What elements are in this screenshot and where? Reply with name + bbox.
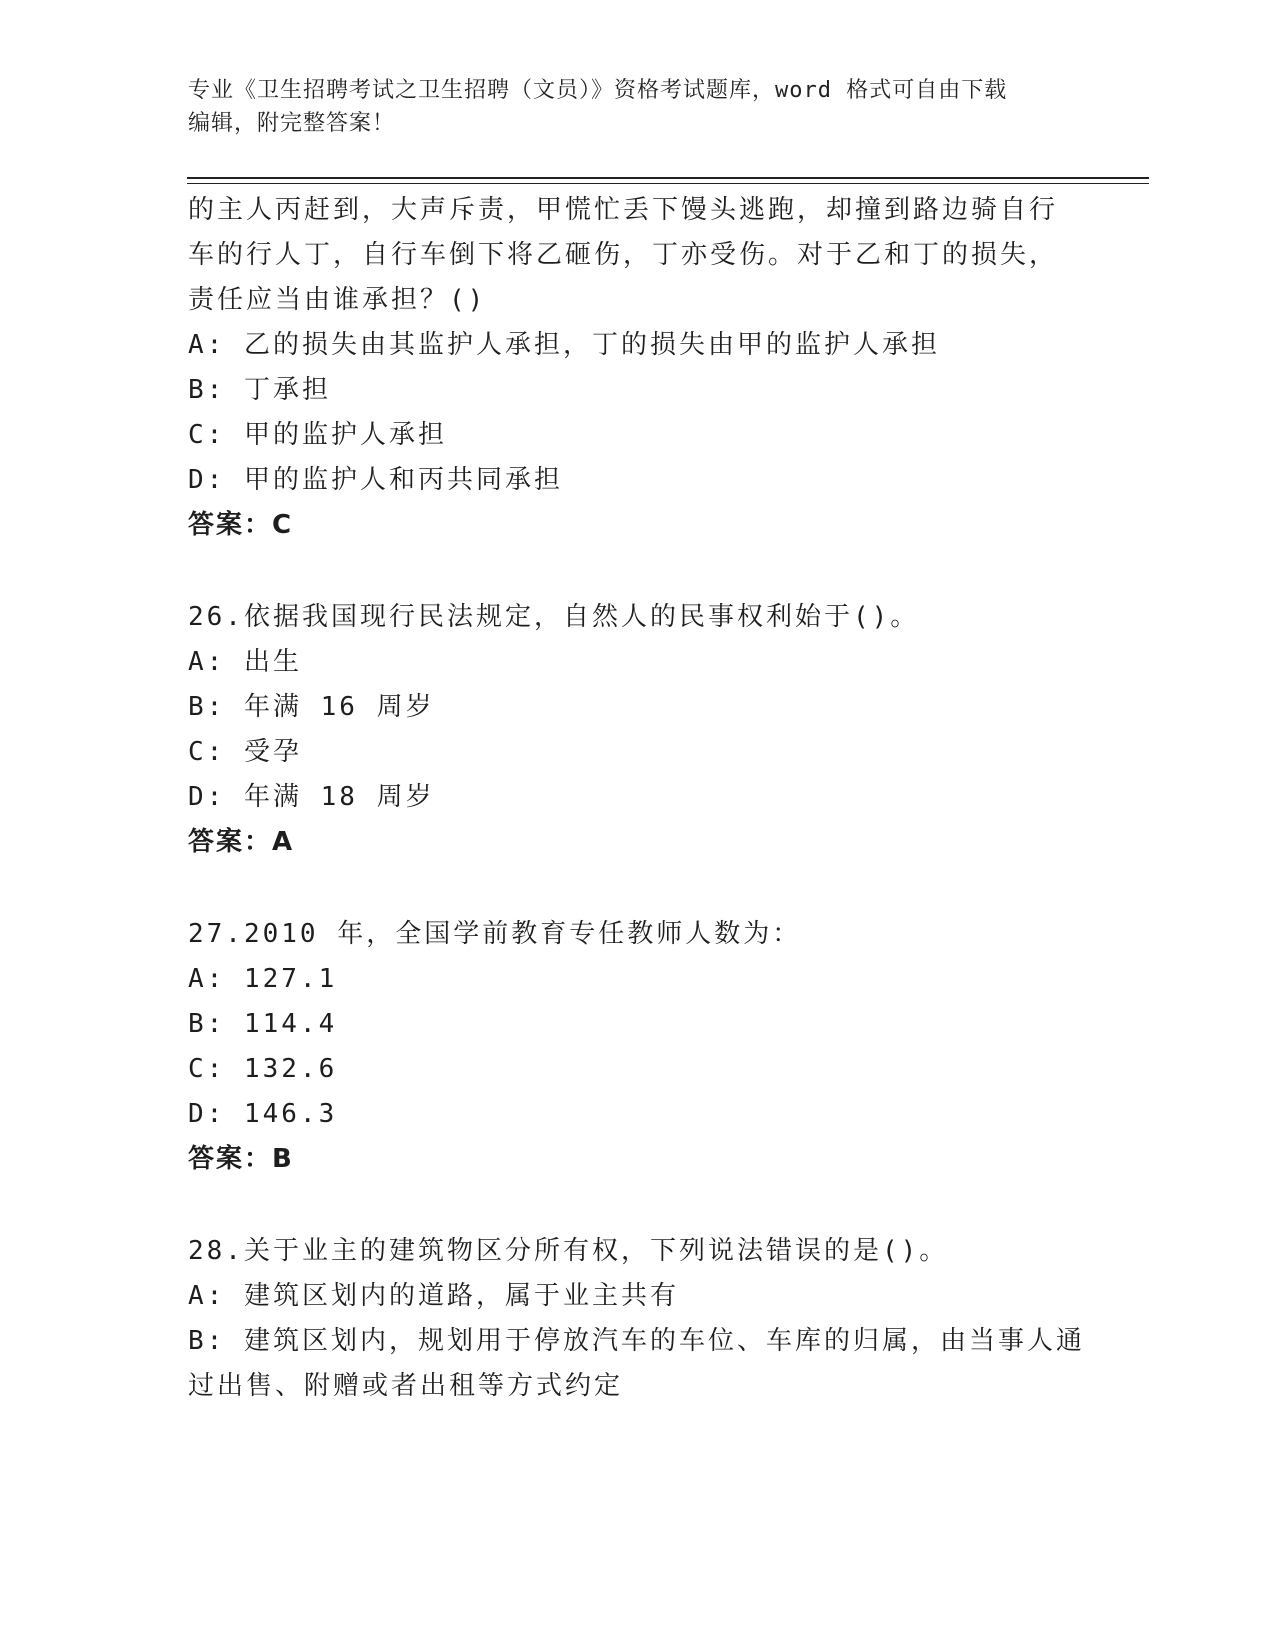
option-b: B: 丁承担 (188, 375, 331, 405)
question-27 (188, 912, 1088, 1182)
spacer (188, 865, 1088, 912)
option-d: D: 年满 18 周岁 (188, 782, 435, 812)
option-b-continued: 过出售、附赠或者出租等方式约定 (188, 1371, 624, 1401)
option-a: A: 出生 (188, 647, 302, 677)
question-stem: 27.2010 年，全国学前教育专任教师人数为： (188, 919, 802, 949)
option-b: B: 年满 16 周岁 (188, 692, 435, 722)
spacer (188, 1182, 1088, 1229)
option-c: C: 受孕 (188, 737, 302, 767)
answer-label: 答案：B (188, 1144, 294, 1174)
option-d: D: 甲的监护人和丙共同承担 (188, 465, 563, 495)
option-a: A: 127.1 (188, 964, 338, 994)
option-c: C: 甲的监护人承担 (188, 420, 447, 450)
spacer (188, 548, 1088, 595)
option-a: A: 建筑区划内的道路，属于业主共有 (188, 1281, 679, 1311)
header-rule-thin (187, 183, 1149, 184)
header-rule-thick (187, 177, 1149, 179)
question-stem-line: 的主人丙赶到，大声斥责，甲慌忙丢下馒头逃跑，却撞到路边骑自行 (188, 195, 1059, 225)
document-body (188, 188, 1088, 1409)
option-d: D: 146.3 (188, 1099, 338, 1129)
question-stem-line: 车的行人丁，自行车倒下将乙砸伤，丁亦受伤。对于乙和丁的损失， (188, 240, 1059, 270)
header-line-1: 专业《卫生招聘考试之卫生招聘（文员）》资格考试题库，word 格式可自由下载 (188, 78, 1008, 103)
question-stem-line: 责任应当由谁承担？() (188, 285, 487, 315)
page-header (188, 74, 1068, 140)
answer-label: 答案：A (188, 827, 295, 857)
question-stem: 26.依据我国现行民法规定，自然人的民事权利始于()。 (188, 602, 920, 632)
question-28 (188, 1229, 1088, 1409)
option-c: C: 132.6 (188, 1054, 338, 1084)
option-a: A: 乙的损失由其监护人承担，丁的损失由甲的监护人承担 (188, 330, 940, 360)
question-25-continued (188, 188, 1088, 548)
option-b: B: 建筑区划内，规划用于停放汽车的车位、车库的归属，由当事人通 (188, 1326, 1085, 1356)
answer-label: 答案：C (188, 510, 294, 540)
option-b: B: 114.4 (188, 1009, 338, 1039)
question-stem: 28.关于业主的建筑物区分所有权，下列说法错误的是()。 (188, 1236, 949, 1266)
question-26 (188, 595, 1088, 865)
header-line-2: 编辑，附完整答案！ (188, 111, 396, 136)
